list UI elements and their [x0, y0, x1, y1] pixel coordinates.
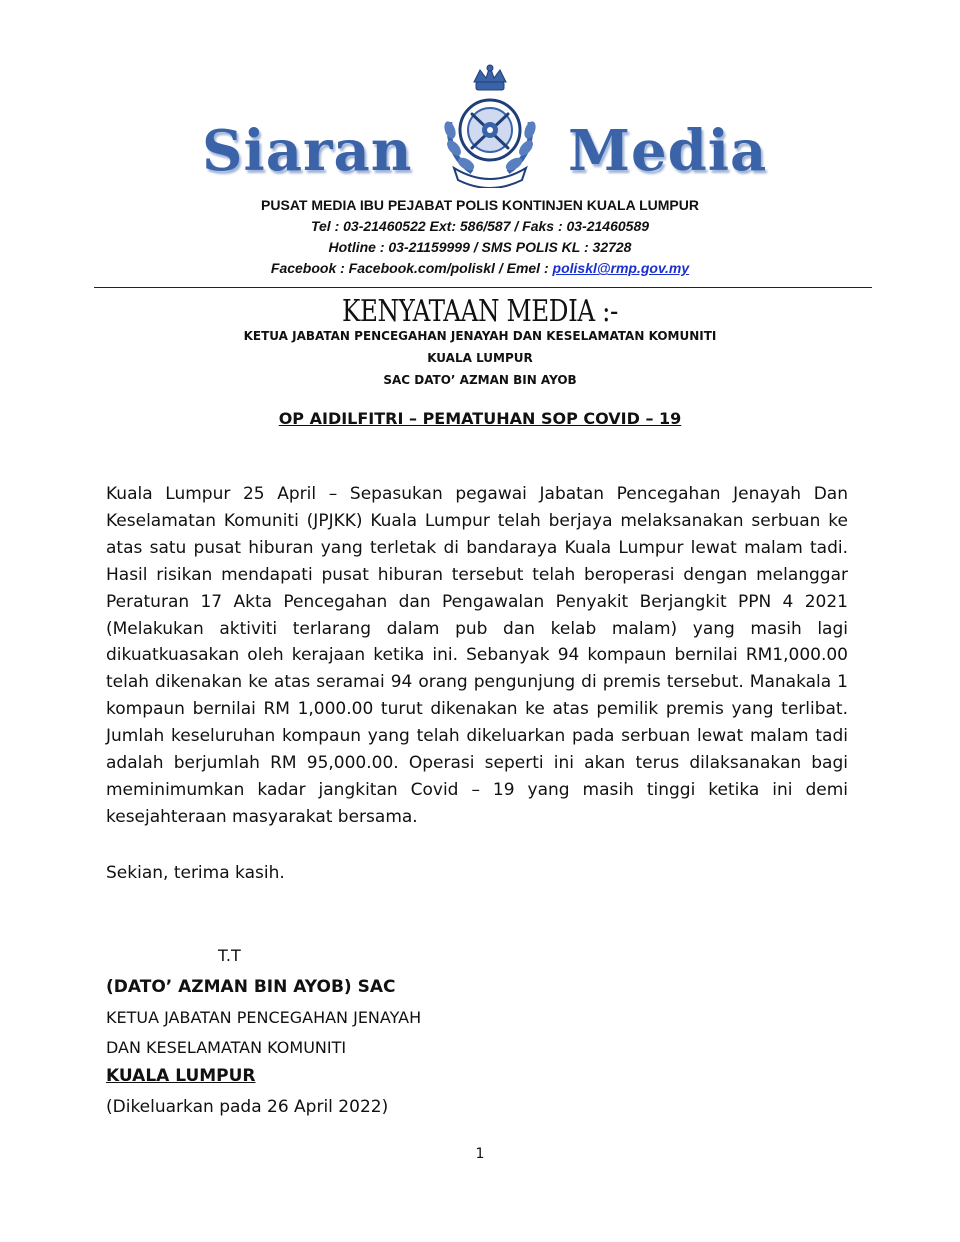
email-link[interactable]: poliskl@rmp.gov.my: [552, 260, 690, 276]
hotline-line: Hotline : 03-21159999 / SMS POLIS KL : 32728: [328, 239, 632, 255]
department-line: KETUA JABATAN PENCEGAHAN JENAYAH DAN KESELAMATAN KOMUNITI: [243, 329, 717, 343]
signatory-position-1: KETUA JABATAN PENCEGAHAN JENAYAH: [106, 1008, 422, 1027]
facebook-email-line: [0, 260, 960, 276]
telephone-line: Tel : 03-21460522 Ext: 586/587 / Faks : 03-21460589: [310, 218, 650, 234]
city-line: KUALA LUMPUR: [427, 351, 533, 365]
closing-line: Sekian, terima kasih.: [106, 863, 285, 883]
media-center-org: PUSAT MEDIA IBU PEJABAT POLIS KONTINJEN KUALA LUMPUR: [261, 197, 699, 213]
signature-tt: T.T: [218, 946, 241, 965]
header-media-word: Media: [568, 118, 768, 184]
header-siaran-word: Siaran: [202, 118, 413, 184]
operation-title: OP AIDILFITRI – PEMATUHAN SOP COVID – 19: [278, 409, 682, 428]
signatory-position-2: DAN KESELAMATAN KOMUNITI: [106, 1038, 347, 1057]
statement-body: Kuala Lumpur 25 April – Sepasukan pegawai Jabatan Pencegahan Jenayah Dan Keselamatan Komuniti (JPJKK) Kuala Lumpur telah berjaya melaksanakan serbuan ke atas satu pusat hiburan yang terletak di bandaraya Kuala Lumpur lewat malam tadi. Hasil risikan mendapati pusat hiburan tersebut telah beroperasi dengan melanggar Peraturan 17 Akta Pencegahan dan Pengawalan Penyakit Berjangkit PPN 4 2021 (Melakukan aktiviti terlarang dalam pub dan kelab malam) yang masih lagi dikuatkuasakan oleh kerajaan ketika ini. Sebanyak 94 kompaun bernilai RM1,000.00 telah dikenakan ke atas seramai 94 orang pengunjung di premis tersebut. Manakala 1 kompaun bernilai RM 1,000.00 turut dikenakan ke atas pemilik premis yang terlibat. Jumlah keseluruhan kompaun yang telah dikeluarkan pada serbuan lewat malam tadi adalah berjumlah RM 95,000.00. Operasi seperti ini akan terus dilaksanakan bagi meminimumkan kadar jangkitan Covid – 19 yang masih tinggi ketika ini demi kesejahteraan masyarakat bersama.: [106, 484, 848, 827]
header-divider: [94, 287, 872, 288]
issued-date: (Dikeluarkan pada 26 April 2022): [106, 1097, 389, 1117]
signatory-place: KUALA LUMPUR: [106, 1066, 256, 1086]
signatory-name: (DATO’ AZMAN BIN AYOB) SAC: [106, 977, 396, 997]
page-number: 1: [475, 1146, 485, 1162]
officer-line: SAC DATO’ AZMAN BIN AYOB: [383, 373, 577, 387]
facebook-label: Facebook : Facebook.com/poliskl / Emel :: [270, 260, 553, 276]
polis-diraja-malaysia-crest-icon: [428, 64, 552, 188]
kenyataan-media-heading: KENYATAAN MEDIA :-: [342, 294, 618, 329]
